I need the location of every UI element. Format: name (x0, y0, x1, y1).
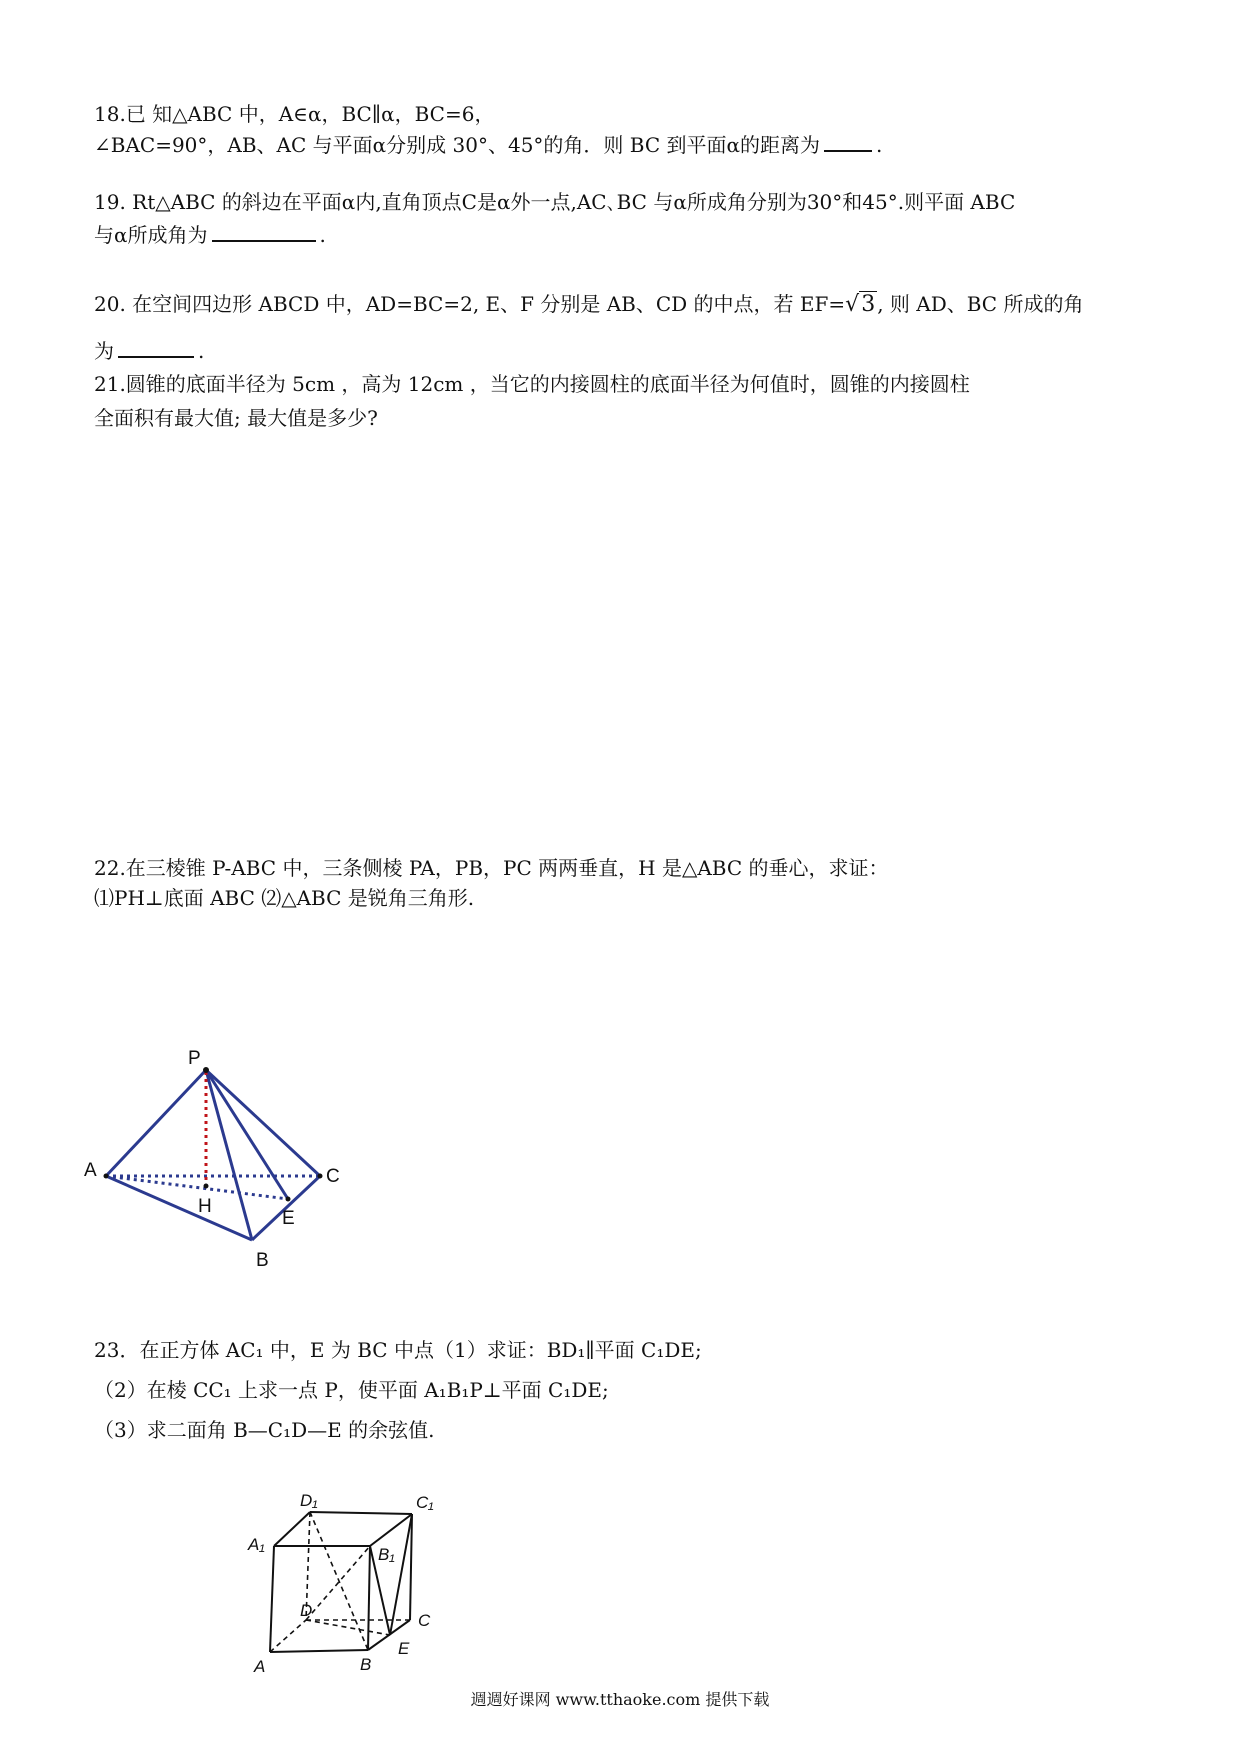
q20-text-a: 20. 在空间四边形 ABCD 中，AD=BC=2, E、F 分别是 AB、CD 的中点，若 EF= (94, 292, 846, 316)
label-A: A (254, 1657, 266, 1676)
label-D: D (300, 1601, 313, 1620)
q18-line1: 18.已 知△ABC 中，A∈α，BC∥α，BC=6， (94, 102, 495, 126)
label-D1: D₁ (300, 1491, 318, 1510)
point-H (204, 1184, 209, 1189)
edge-PB (206, 1070, 252, 1240)
pyramid-figure (80, 1040, 360, 1280)
label-C: C (326, 1166, 340, 1187)
label-C: C (418, 1611, 431, 1630)
label-A1: A₁ (248, 1535, 265, 1554)
q20-line2 (94, 334, 204, 365)
q19-end: . (319, 223, 326, 247)
q23-line3: （3）求二面角 B—C₁D—E 的余弦值. (94, 1418, 435, 1442)
label-E: E (398, 1639, 410, 1658)
label-B: B (256, 1250, 269, 1271)
q18-end: . (876, 133, 883, 157)
label-C1: C₁ (416, 1493, 434, 1512)
q20-line1 (94, 290, 1083, 319)
q19-answer-blank (212, 218, 316, 242)
q20-sqrt: √3 (845, 292, 876, 317)
label-E: E (282, 1208, 295, 1229)
edge-AB (106, 1176, 252, 1240)
q19-text: 与α所成角为 (94, 223, 208, 247)
q20-sqrt-value: 3 (861, 292, 876, 317)
point-E (286, 1197, 291, 1202)
q21-line2: 全面积有最大值; 最大值是多少? (94, 406, 378, 430)
q18-text: ∠BAC=90°，AB、AC 与平面α分别成 30°、45°的角．则 BC 到平面α的距离为 (94, 133, 821, 157)
q19-line1: 19. Rt△ABC 的斜边在平面α内,直角顶点C是α外一点,AC､BC 与α所成角分别为30°和45°.则平面 ABC (94, 190, 1016, 214)
q18-answer-blank (824, 128, 872, 152)
q20-end: . (198, 339, 205, 363)
q18-line2 (94, 128, 882, 159)
label-B1: B₁ (378, 1545, 395, 1564)
label-H: H (198, 1196, 212, 1217)
label-A: A (84, 1160, 97, 1181)
q23-line1: 23．在正方体 AC₁ 中，E 为 BC 中点（1）求证：BD₁∥平面 C₁DE; (94, 1338, 702, 1362)
q21-line1: 21.圆锥的底面半径为 5cm ，高为 12cm ，当它的内接圆柱的底面半径为何值时，圆锥的内接圆柱 (94, 372, 970, 396)
q23-line2: （2）在棱 CC₁ 上求一点 P，使平面 A₁B₁P⊥平面 C₁DE; (94, 1378, 609, 1402)
q20-text-2: 为 (94, 339, 114, 363)
point-P (203, 1067, 209, 1073)
q20-answer-blank (118, 334, 194, 358)
edge-PA (106, 1070, 206, 1176)
q20-text-b: , 则 AD、BC 所成的角 (877, 292, 1084, 316)
label-P: P (188, 1048, 201, 1069)
q22-line2: ⑴PH⊥底面 ABC ⑵△ABC 是锐角三角形. (94, 886, 475, 910)
q22-line1: 22.在三棱锥 P-ABC 中，三条侧棱 PA，PB，PC 两两垂直，H 是△ABC 的垂心，求证： (94, 856, 889, 880)
point-A (104, 1174, 109, 1179)
label-B: B (360, 1655, 372, 1674)
point-C (318, 1174, 323, 1179)
q19-line2 (94, 218, 326, 249)
page-footer: 週週好课网 www.tthaoke.com 提供下载 (470, 1690, 770, 1709)
cube-figure (240, 1470, 480, 1680)
